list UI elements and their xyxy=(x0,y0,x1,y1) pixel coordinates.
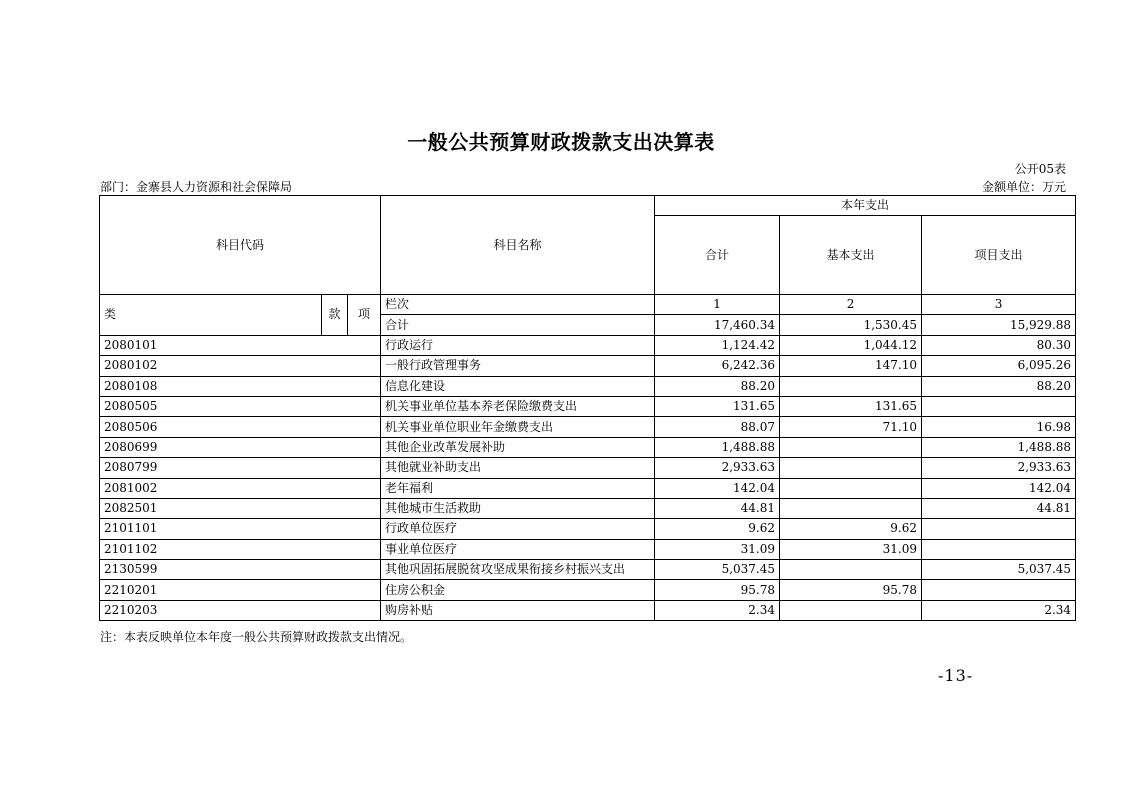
project-cell: 2.34 xyxy=(922,600,1076,620)
total-cell: 31.09 xyxy=(655,539,780,559)
subject-name-cell: 行政单位医疗 xyxy=(381,519,655,539)
subject-name-cell: 行政运行 xyxy=(381,335,655,355)
subject-code-cell: 2080506 xyxy=(100,417,381,437)
table-row xyxy=(100,437,1076,457)
total-cell: 88.07 xyxy=(655,417,780,437)
budget-table xyxy=(99,195,1076,621)
subject-name-cell: 一般行政管理事务 xyxy=(381,356,655,376)
total-cell: 9.62 xyxy=(655,519,780,539)
basic-cell xyxy=(780,376,922,396)
basic-cell xyxy=(780,560,922,580)
subject-name-cell: 事业单位医疗 xyxy=(381,539,655,559)
project-cell xyxy=(922,519,1076,539)
subject-name-cell: 购房补贴 xyxy=(381,600,655,620)
header-year-expense: 本年支出 xyxy=(655,196,1076,216)
total-cell: 2,933.63 xyxy=(655,458,780,478)
subject-code-cell: 2210203 xyxy=(100,600,381,620)
table-row xyxy=(100,600,1076,620)
subject-code-cell: 2082501 xyxy=(100,498,381,518)
project-cell xyxy=(922,539,1076,559)
column-number-2: 2 xyxy=(780,295,922,315)
subject-code-cell: 2101102 xyxy=(100,539,381,559)
subject-code-cell: 2080699 xyxy=(100,437,381,457)
total-cell: 2.34 xyxy=(655,600,780,620)
table-row xyxy=(100,458,1076,478)
page-number: -13- xyxy=(938,666,974,685)
form-number: 公开05表 xyxy=(1014,162,1066,176)
basic-cell xyxy=(780,498,922,518)
subject-name-cell: 其他就业补助支出 xyxy=(381,458,655,478)
total-row-label: 合计 xyxy=(381,315,655,335)
subject-code-cell: 2080505 xyxy=(100,396,381,416)
project-cell: 80.30 xyxy=(922,335,1076,355)
table-row xyxy=(100,498,1076,518)
basic-cell xyxy=(780,458,922,478)
project-cell: 5,037.45 xyxy=(922,560,1076,580)
subject-name-cell: 住房公积金 xyxy=(381,580,655,600)
subject-name-cell: 信息化建设 xyxy=(381,376,655,396)
table-row xyxy=(100,539,1076,559)
header-basic: 基本支出 xyxy=(780,216,922,295)
table-row xyxy=(100,376,1076,396)
total-row-project: 15,929.88 xyxy=(922,315,1076,335)
table-row xyxy=(100,560,1076,580)
department-label: 部门：金寨县人力资源和社会保障局 xyxy=(100,180,293,194)
basic-cell: 9.62 xyxy=(780,519,922,539)
header-class: 类 xyxy=(100,295,322,336)
total-cell: 44.81 xyxy=(655,498,780,518)
table-row xyxy=(100,580,1076,600)
table-row xyxy=(100,519,1076,539)
header-subject-name: 科目名称 xyxy=(381,196,655,295)
total-cell: 131.65 xyxy=(655,396,780,416)
project-cell xyxy=(922,580,1076,600)
table-row xyxy=(100,396,1076,416)
subject-name-cell: 老年福利 xyxy=(381,478,655,498)
table-row xyxy=(100,356,1076,376)
basic-cell: 71.10 xyxy=(780,417,922,437)
total-cell: 5,037.45 xyxy=(655,560,780,580)
table-row xyxy=(100,335,1076,355)
table-row xyxy=(100,478,1076,498)
column-number-1: 1 xyxy=(655,295,780,315)
subject-code-cell: 2080102 xyxy=(100,356,381,376)
total-cell: 1,124.42 xyxy=(655,335,780,355)
project-cell: 1,488.88 xyxy=(922,437,1076,457)
project-cell: 44.81 xyxy=(922,498,1076,518)
basic-cell: 95.78 xyxy=(780,580,922,600)
project-cell: 2,933.63 xyxy=(922,458,1076,478)
total-cell: 6,242.36 xyxy=(655,356,780,376)
total-row-basic: 1,530.45 xyxy=(780,315,922,335)
project-cell xyxy=(922,396,1076,416)
total-row-total: 17,460.34 xyxy=(655,315,780,335)
unit-label: 金额单位：万元 xyxy=(981,180,1066,194)
column-order-label: 栏次 xyxy=(381,295,655,315)
subject-code-cell: 2080101 xyxy=(100,335,381,355)
subject-code-cell: 2130599 xyxy=(100,560,381,580)
header-section: 款 xyxy=(322,295,348,336)
basic-cell: 31.09 xyxy=(780,539,922,559)
total-cell: 142.04 xyxy=(655,478,780,498)
basic-cell: 131.65 xyxy=(780,396,922,416)
subject-code-cell: 2080799 xyxy=(100,458,381,478)
subject-code-cell: 2081002 xyxy=(100,478,381,498)
total-cell: 88.20 xyxy=(655,376,780,396)
document-title: 一般公共预算财政拨款支出决算表 xyxy=(407,130,715,154)
basic-cell xyxy=(780,478,922,498)
subject-name-cell: 机关事业单位职业年金缴费支出 xyxy=(381,417,655,437)
total-cell: 95.78 xyxy=(655,580,780,600)
subject-name-cell: 其他城市生活救助 xyxy=(381,498,655,518)
total-cell: 1,488.88 xyxy=(655,437,780,457)
header-project: 项目支出 xyxy=(922,216,1076,295)
header-subject-code: 科目代码 xyxy=(100,196,381,295)
subject-name-cell: 机关事业单位基本养老保险缴费支出 xyxy=(381,396,655,416)
subject-name-cell: 其他企业改革发展补助 xyxy=(381,437,655,457)
project-cell: 142.04 xyxy=(922,478,1076,498)
subject-name-cell: 其他巩固拓展脱贫攻坚成果衔接乡村振兴支出 xyxy=(381,560,655,580)
footnote: 注：本表反映单位本年度一般公共预算财政拨款支出情况。 xyxy=(100,630,413,644)
basic-cell: 1,044.12 xyxy=(780,335,922,355)
column-number-3: 3 xyxy=(922,295,1076,315)
project-cell: 16.98 xyxy=(922,417,1076,437)
subject-code-cell: 2101101 xyxy=(100,519,381,539)
header-total: 合计 xyxy=(655,216,780,295)
table-row xyxy=(100,417,1076,437)
header-item: 项 xyxy=(348,295,381,336)
basic-cell: 147.10 xyxy=(780,356,922,376)
project-cell: 6,095.26 xyxy=(922,356,1076,376)
basic-cell xyxy=(780,600,922,620)
subject-code-cell: 2210201 xyxy=(100,580,381,600)
subject-code-cell: 2080108 xyxy=(100,376,381,396)
project-cell: 88.20 xyxy=(922,376,1076,396)
basic-cell xyxy=(780,437,922,457)
